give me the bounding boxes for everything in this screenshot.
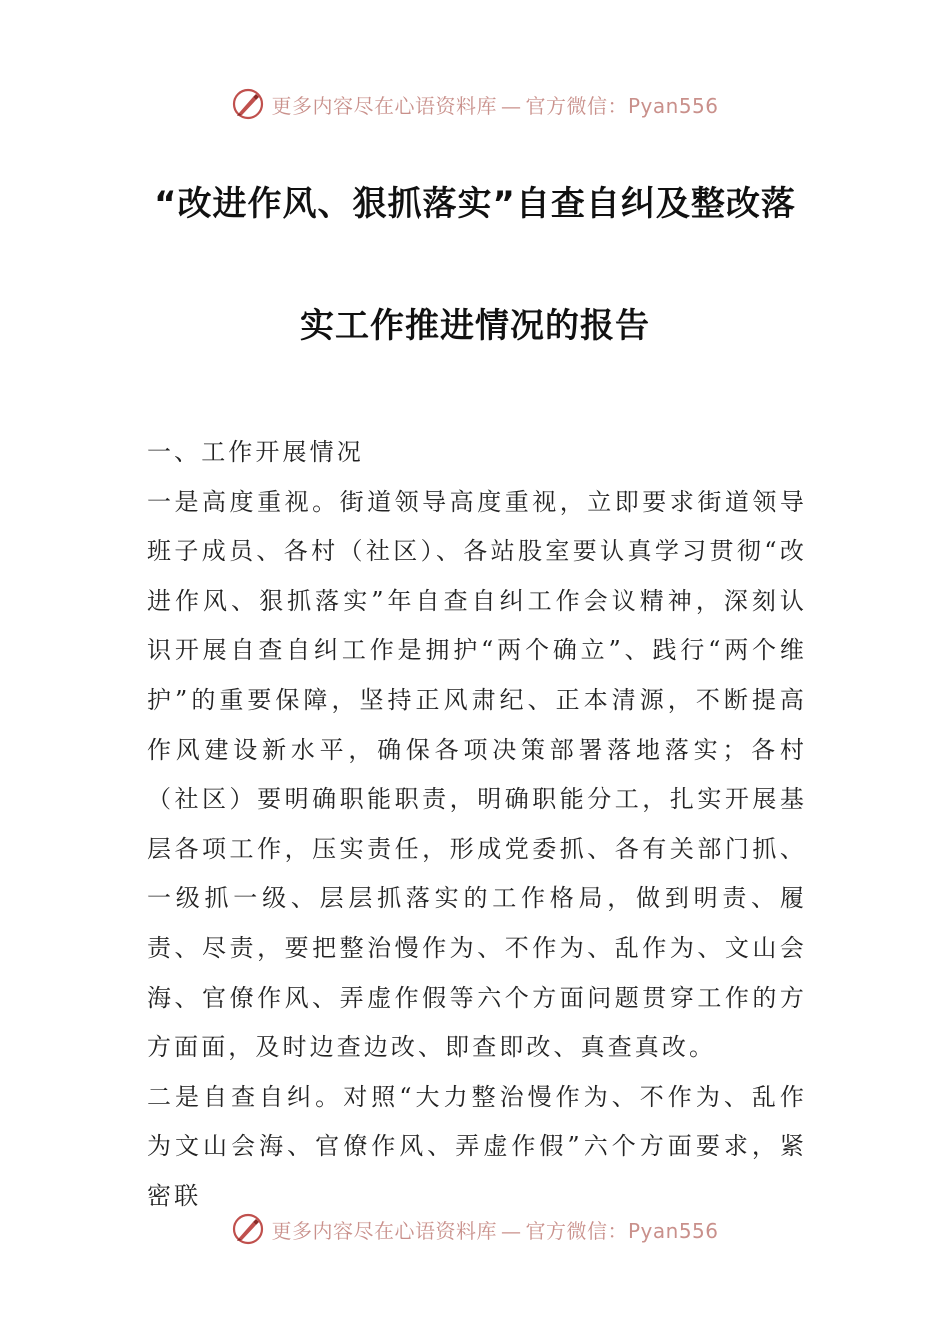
document-body: [147, 428, 807, 1222]
section-heading: 一、工作开展情况: [147, 438, 364, 466]
pen-logo-icon: [231, 1212, 265, 1246]
document-title-line-1: “改进作风、狠抓落实”自查自纠及整改落: [154, 184, 796, 224]
watermark-footer: [0, 1209, 950, 1249]
paragraph-2: 二是自查自纠。对照“大力整治慢作为、不作为、乱作为文山会海、官僚作风、弄虚作假”六个方面要求，紧密联: [147, 1082, 807, 1210]
watermark-text: 更多内容尽在心语资料库 — 官方微信：Pyan556: [271, 1218, 719, 1243]
paragraph-1: 一是高度重视。街道领导高度重视，立即要求街道领导班子成员、各村（社区）、各站股室要认真学习贯彻“改进作风、狠抓落实”年自查自纠工作会议精神，深刻认识开展自查自纠工作是拥护“两个确立”、践行“两个维护”的重要保障，坚持正风肃纪、正本清源，不断提高作风建设新水平，确保各项决策部署落地落实；各村（社区）要明确职能职责，明确职能分工，扎实开展基层各项工作，压实责任，形成党委抓、各有关部门抓、一级抓一级、层层抓落实的工作格局，做到明责、履责、尽责，要把整治慢作为、不作为、乱作为、文山会海、官僚作风、弄虚作假等六个方面问题贯穿工作的方方面面，及时边查边改、即查即改、真查真改。: [147, 487, 807, 1062]
document-title-line-2: 实工作推进情况的报告: [300, 306, 650, 346]
watermark-text: 更多内容尽在心语资料库 — 官方微信：Pyan556: [271, 93, 719, 118]
pen-logo-icon: [231, 87, 265, 121]
watermark-header: [0, 84, 950, 124]
